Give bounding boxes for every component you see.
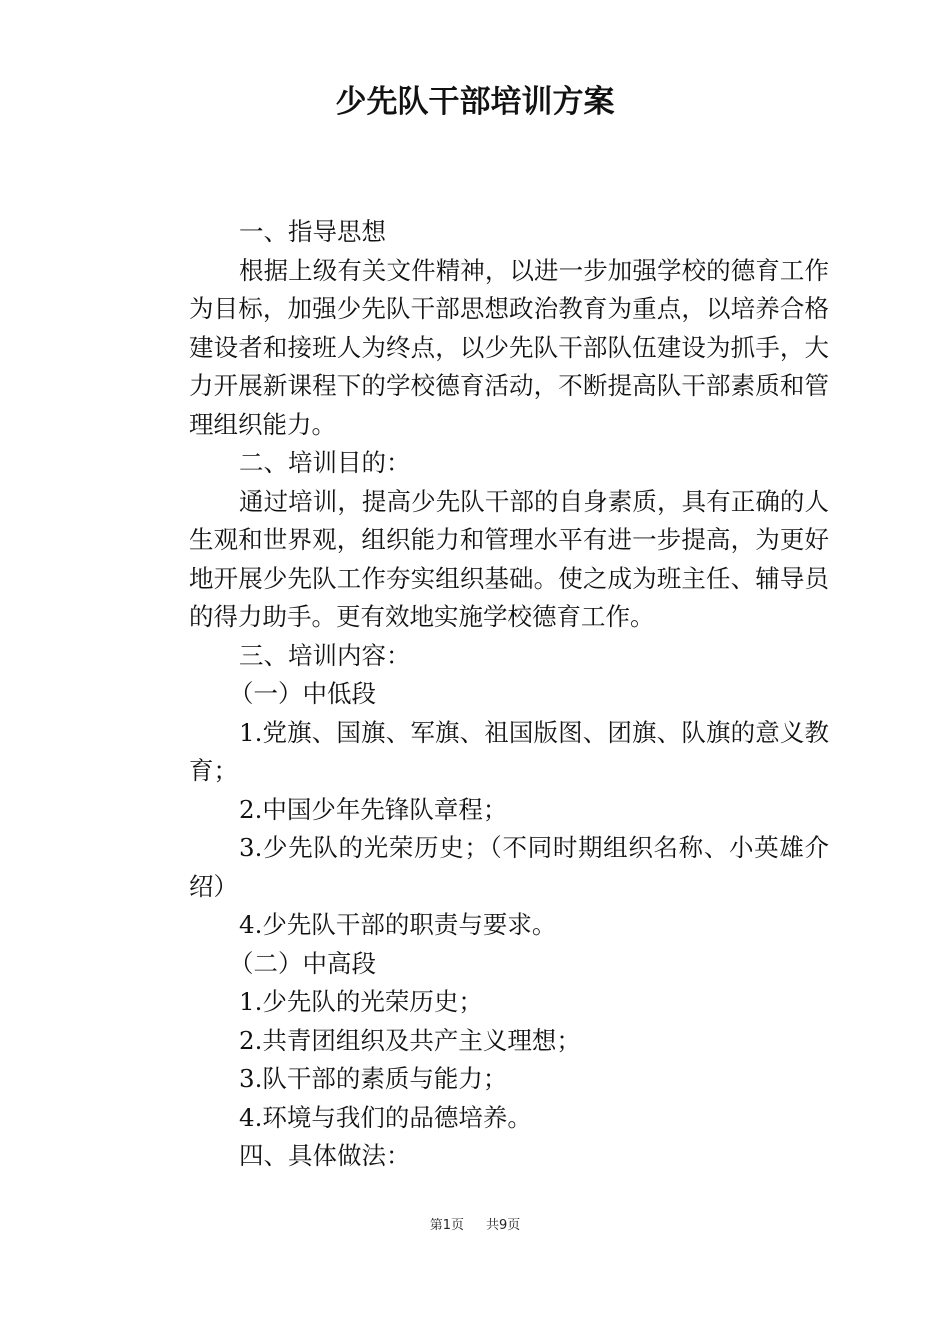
list-item: 3.队干部的素质与能力； [239, 1064, 508, 1093]
subsection-heading-higher-grades: （二）中高段 [229, 948, 376, 978]
list-item: 2.中国少年先锋队章程； [239, 794, 508, 824]
section-heading-training-goal: 二、培训目的： [239, 448, 411, 477]
page-total: 共9页 [486, 1218, 521, 1233]
page-number: 第1页 [429, 1218, 464, 1233]
list-item: 2.共青团组织及共产主义理想； [239, 1025, 581, 1055]
page-footer [0, 1216, 950, 1236]
list-item: 1.党旗、国旗、军旗、祖国版图、团旗、队旗的意义教育； [189, 717, 829, 785]
section-heading-training-content: 三、培训内容： [239, 640, 411, 670]
paragraph-training-goal: 通过培训，提高少先队干部的自身素质，具有正确的人生观和世界观，组织能力和管理水平有进一步提高，为更好地开展少先队工作夯实组织基础。使之成为班主任、辅导员的得力助手。更有效地实施学校德育工作。 [189, 486, 829, 631]
list-item: 4.环境与我们的品德培养。 [239, 1102, 532, 1132]
paragraph-guiding-thought: 根据上级有关文件精神，以进一步加强学校的德育工作为目标，加强少先队干部思想政治教育为重点，以培养合格建设者和接班人为终点，以少先队干部队伍建设为抓手，大力开展新课程下的学校德育活动，不断提高队干部素质和管理组织能力。 [189, 255, 829, 439]
list-item: 1.少先队的光荣历史； [239, 987, 483, 1016]
list-item: 4.少先队干部的职责与要求。 [239, 910, 557, 939]
list-item: 3.少先队的光荣历史；（不同时期组织名称、小英雄介绍） [189, 833, 829, 901]
section-heading-methods: 四、具体做法： [239, 1141, 411, 1170]
document-title: 少先队干部培训方案 [335, 84, 615, 120]
section-heading-guiding-thought: 一、指导思想 [239, 217, 386, 246]
subsection-heading-lower-grades: （一）中低段 [229, 679, 376, 708]
document-body [189, 213, 829, 1176]
